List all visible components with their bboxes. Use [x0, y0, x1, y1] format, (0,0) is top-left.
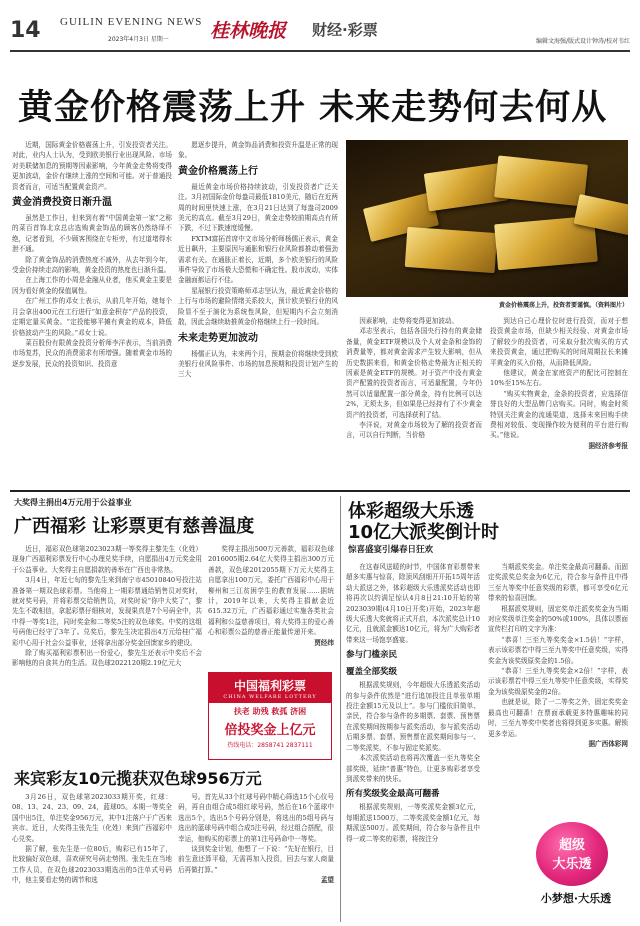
- paragraph: “购买实物黄金，金条的投资者，应选择信誉良好的大型品牌门店购买。同时，购金时须特别关注黄金的流通渠道，选择未来回购手续费相对较低、变现操作较为便利的平台进行购买。”他说。: [490, 389, 628, 440]
- paragraph: 根据派奖规则，今年超级大乐透派奖活动的参与条件依然是“进行追加投注且单张单期投注金额15元及以上”。参与门槛依旧简单、亲民，符合参与条件的多期票、套票、预售票在派奖期间按期参与派奖活动，参与派奖活动后期多票、套票、预售票在派奖期间参与一、二等奖派奖，不参与固定奖派奖。: [346, 681, 480, 752]
- paragraph: 也就是说，除了一二等奖之外，固定奖奖金最高也可翻番！在票面承载更多特惠趣味的同时，三至九等奖中奖者也将得到更多实惠。解锁更多幸运。: [488, 698, 628, 738]
- gold-headline: 黄金价格震荡上升 未来走势何去何从: [18, 88, 608, 128]
- paragraph: 在上海工作的小周是金融从业者，他买黄金主要是因为看好黄金的保值属性。: [12, 276, 172, 295]
- paragraph: 谈到奖金计划，他想了一下说：“先好在银行，目前生意还算平稳，无需再加入投资，回去与家人商量后再做打算。”: [178, 845, 334, 874]
- paragraph: 最近黄金市场价格持续波动，引发投资者广泛关注。3月初国际金价每盎司最低1810美元，随后在近两周的时间里快速上涨，在3月21日达到了每盎司2009美元的高点。截至3月29日，黄金走势较前期高点有所下跌，不过下跌速度缓慢。: [178, 182, 338, 233]
- guangxi-column-2: [208, 544, 334, 668]
- paragraph: 本次派奖活动也将再次覆盖一至九等奖全部奖级，延续“普惠”特色，让更多购彩者享受到派奖带来的快乐。: [346, 754, 480, 783]
- dlt-column-1: [346, 562, 480, 922]
- page-number: 14: [10, 18, 41, 43]
- column-divider: [340, 496, 341, 922]
- paragraph: 除了购买福利彩票积出一份爱心，黎先生还表示中奖后不会影响他的自食其力的生活。双色球2022120期2.19亿元大: [12, 649, 202, 668]
- paragraph: 当期派奖奖金。单注奖金最高可翻番。而固定奖派奖总奖金为6亿元，符合参与条件且中得三至九等奖中任意奖级的彩票，都可享受6亿元带来的惊喜回馈。: [488, 563, 628, 603]
- laibin-column-2: [178, 792, 334, 922]
- ad-phone: 热线电话：2858741 2837111: [227, 742, 313, 749]
- paragraph: “恭喜！三至九等奖奖金×2倍！”字样，表示该彩票若中得三至九等奖中任意奖级，实得奖金为该奖级原奖金的2倍。: [488, 667, 628, 696]
- newspaper-logo: 桂林晚报: [210, 20, 287, 42]
- ad-prize: 倍投奖金上亿元: [224, 723, 316, 738]
- paragraph: 星展银行投资策略师邓志坚认为，最近黄金价格的上行与市场的避险情绪关系较大，预计欧美银行业的风险显不至于演化为系统性风险，但短期内不会立刻消散，因此会继续助推黄金价格继续上行一段时间。: [178, 286, 338, 327]
- ad-banner: [209, 673, 331, 703]
- paragraph: 杨儒正认为，未来两个月，预期金价将继续受到欧美银行业风险事件、市场的加息预期和投资计划产生的三大: [178, 349, 338, 379]
- editor-credits: 编辑文海强/版式设计钟涛/校对韦红: [535, 38, 630, 45]
- subheading: 黄金消费投资日渐升温: [12, 197, 112, 209]
- byline: 据广西体彩网: [588, 739, 628, 748]
- ad-brand-en: CHINA WELFARE LOTTERY: [223, 694, 317, 700]
- paragraph: 菜百股份有限黄金投资分析师李洋表示，当前消费市场复苏，民众的消费需求有所增强。随着黄金市场的逐步发展，民众的投资知识、投资意: [12, 338, 172, 368]
- gold-bar: [405, 227, 498, 273]
- gold-column-3: [346, 316, 482, 484]
- paragraph: 在广州工作的邓女士表示，从前几年开始，她每个月会拿出400元在工行进行“如意金积存”产品的投资，定期定量买黄金。“定投能够平摊有黄金的成本，降低价格波动产生的风险。”邓女士说。: [12, 297, 172, 337]
- paragraph: 除了黄金饰品的消费热度不减外，从去年到今年，受金价持续走高的影响，黄金投资的热度也日渐升温。: [12, 255, 172, 275]
- paragraph: 近日，福彩双色球第2023023期一等奖得主黎先生（化姓）现身广西福利彩票发行中心办理兑奖手续，自愿捐出4万元奖金用于公益事业。大奖得主自愿捐款的善举在广西也非常热。: [12, 545, 202, 574]
- dlt-logo-line-1: 超级: [558, 838, 585, 853]
- gold-bars-photo: [346, 140, 628, 297]
- paragraph: 到达自己心理价位时进行投资，而对于想投资黄金市场，但缺少相关经验、对黄金市场了解较少的投资者，可采取分批次购买的方式来投资黄金，通过把购买的时间周期拉长来摊平黄金的买入价格，从而降低风险。: [490, 317, 628, 367]
- byline: 孟望: [320, 876, 334, 885]
- dlt-logo: [536, 822, 608, 886]
- dlt-deck: 惊喜盛宴引爆春日狂欢: [348, 545, 434, 555]
- paragraph: 根据派奖规则，固定奖单注派奖奖金为当期对应奖级单注奖金的50%或100%，具体以票面宣传栏打印的文字为准：: [488, 604, 628, 634]
- byline: 据经济参考报: [588, 441, 628, 450]
- gold-column-2: [178, 140, 338, 485]
- page-header: [0, 0, 640, 52]
- paragraph: 虽然是工作日，但来到有着“中国黄金第一家”之称的菜百首饰北京总店选购黄金饰品的顾客仍然络绎不绝，记者看到，不少顾客围绕在专柜旁，有过道堵得水泄不通。: [12, 214, 172, 254]
- byline: 贾经纬: [314, 638, 334, 647]
- subheading: 覆盖全部奖级: [346, 667, 398, 678]
- paper-name: GUILIN EVENING NEWS: [60, 16, 203, 28]
- gold-column-4: [490, 316, 628, 484]
- subheading: 黄金价格震荡上行: [178, 165, 258, 177]
- subheading: 所有奖级奖金最高可翻番: [346, 789, 440, 800]
- dlt-logo-line-2: 大乐透: [552, 857, 592, 872]
- welfare-lottery-ad: [208, 672, 332, 760]
- paragraph: 李洋说，对黄金市场较为了解的投资者而言，可以自行判断，当价格: [346, 421, 482, 440]
- gold-column-1: [12, 140, 172, 485]
- paragraph: 号。首先从33个红球号码中精心筛选15个心仪号码，再自由组合成5组红球号码，然后在16个蓝球中选出5个，选出5个号码分别是，将选出的5组号码与选出的蓝球号码中组合成5注号码，经过组合搭配，很幸运，他购买的彩票上的第1注号码命中一等奖。: [178, 793, 334, 843]
- ad-slogan: 扶老 助残 救孤 济困: [233, 707, 307, 716]
- paragraph: 他建议，黄金在家庭资产的配比可控制在10%至15%左右。: [490, 369, 628, 388]
- paragraph: 据了解，张先生是一位80后，购彩已有15年了，比较偏好双色球，喜欢研究号码走势图。张先生在当地工作人员，在双色球2023033期选出的5注单式号码中，他主要看走势的调节和选: [12, 845, 172, 885]
- laibin-headline: 来宾彩友10元揽获双色球956万元: [14, 769, 262, 788]
- photo-caption: 黄金价格震荡上升，投资者要谨慎。（资料图片）: [498, 302, 628, 309]
- paragraph: “恭喜！三至九等奖奖金×1.5倍！”字样，表示该彩票若中得三至九等奖中任意奖级，实得奖金为该奖级原奖金的1.5倍。: [488, 635, 628, 665]
- header-rule: [10, 50, 630, 52]
- gold-bar: [494, 155, 588, 206]
- paragraph: 3月4日，年近七旬的黎先生来到南宁市45010840号投注站准备第一期双色球彩票。当他将上一期彩票通给销售员对奖时，就对奖号码，并将彩票交给销售员，对奖时说“你中大奖了”，黎先生不敢相信，拿起彩票仔细核对，发现果真是7个号码全中，共中得一等奖1注，同时奖金和二等奖5注的双色球奖。中奖的这组号码他已经守了3年了。兑奖后，黎先生决定捐出4万元给桂广福彩中心用于社会公益事业，还将拿出部分奖金回馈家乡的建设。: [12, 576, 202, 647]
- dlt-headline-line-2: 10亿大派奖倒计时: [348, 522, 500, 543]
- guangxi-headline: 广西福彩 让彩票更有慈善温度: [14, 516, 255, 537]
- paragraph: 3月26日，双色球第2023033期开奖，红球：08、13、24、23、09、24，蓝球05。本期一等奖全国中出5注，单注奖金956万元，其中1注落户于广西来宾市。近日，大奖得主张先生（化姓）来到广西福彩中心兑奖。: [12, 793, 172, 843]
- publication-date: 2023年4月3日 星期一: [108, 36, 169, 43]
- dlt-slogan: 小梦想·大乐透: [540, 892, 612, 905]
- paragraph: FXTM富拓首席中文市场分析师杨儒正表示，黄金近日飙升，主要原因与通胀和银行业风险都推动着强劲需求有关。在通胀正着长，近期，多个欧美银行的风险事件导致了市场极大恐慌和不确定性。股市波动，实体金融面都运行不佳。: [178, 234, 338, 285]
- paragraph: 因素影响，走势将变得更加波动。: [359, 317, 459, 325]
- section-title: 财经·彩票: [312, 21, 378, 39]
- paragraph: 在这春风送暖的时节，中国体育彩票带来超多实惠与惊喜，除顶风刮细开开拓15周年活动大派送之外，体彩超级大乐透派奖活动也即将再次以约满足惊认4月8日21:10开始的第2023039期(4月10日开奖)开始，2023年超级大乐透大奖就将正式开启，本次派奖总计10亿元，且就派金额达10亿元，将为广大购彩者带来这一场饱享盛宴。: [346, 563, 480, 644]
- paragraph: 愿逐步提升，黄金饰品消费和投资升温是正常的现象。: [178, 141, 338, 160]
- guangxi-kicker: 大奖得主捐出4万元用于公益事业: [14, 498, 132, 507]
- paragraph: 根据派奖规则，一等奖派奖金额3亿元，每期派送1500万，二等奖派奖金额1亿元，每期派送500万。派奖期间，符合参与条件且中得一或二等奖的彩票，将按注分: [346, 803, 480, 843]
- paragraph: 近期，国际黄金价格震荡上升，引发投资者关注。对此，业内人士认为，受到欧美银行业出现风险、市场对美联储加息的预期等因素影响，今年黄金走势将变得更加波动，金价有继续上涨的空间和可能。对于普通投资者而言，可适当配置黄金资产。: [12, 141, 172, 191]
- laibin-column-1: [12, 792, 172, 922]
- dlt-headline-line-1: 体彩超级大乐透: [348, 501, 474, 522]
- paragraph: 奖得主捐出500万元善款，福彩双色球2016005期2.64亿大奖得主捐出300万元善款，双色球2012055期下万元大奖得主自愿拿出100万元，委托广西福彩中心用于柳州和三江贫困学生的教育发展……据统计，2019年以来，大奖得主捐献金近615.32万元，广西福彩通过实施各类社会福利和公益慈善项目，将大奖得主的爱心善心和彩票公益的慈善正能量传递开来。: [208, 545, 334, 637]
- section-divider: [10, 490, 630, 492]
- dlt-column-2: [488, 562, 628, 814]
- paragraph: 邓志坚表示，包括各国央行持有的黄金储备量，黄金ETF规模以及个人对金条和金饰的消费量等，都对黄金需求产生较大影响，但从历史数据来看，和黄金价格走势最为正相关的因素是黄金ETF的规模。对于资产中没有黄金资产配置的投资者而言，可适量配置，今年仍然可以适量配置一部分黄金，持有比例可以达2%，无须太多，但如果是已经持有了不少黄金资产的投资者，可选择获利了结。: [346, 327, 482, 419]
- guangxi-column-1: [12, 544, 202, 750]
- subheading: 未来走势更加波动: [178, 332, 258, 344]
- ad-brand: 中国福利彩票: [233, 679, 306, 693]
- subheading: 参与门槛亲民: [346, 650, 398, 661]
